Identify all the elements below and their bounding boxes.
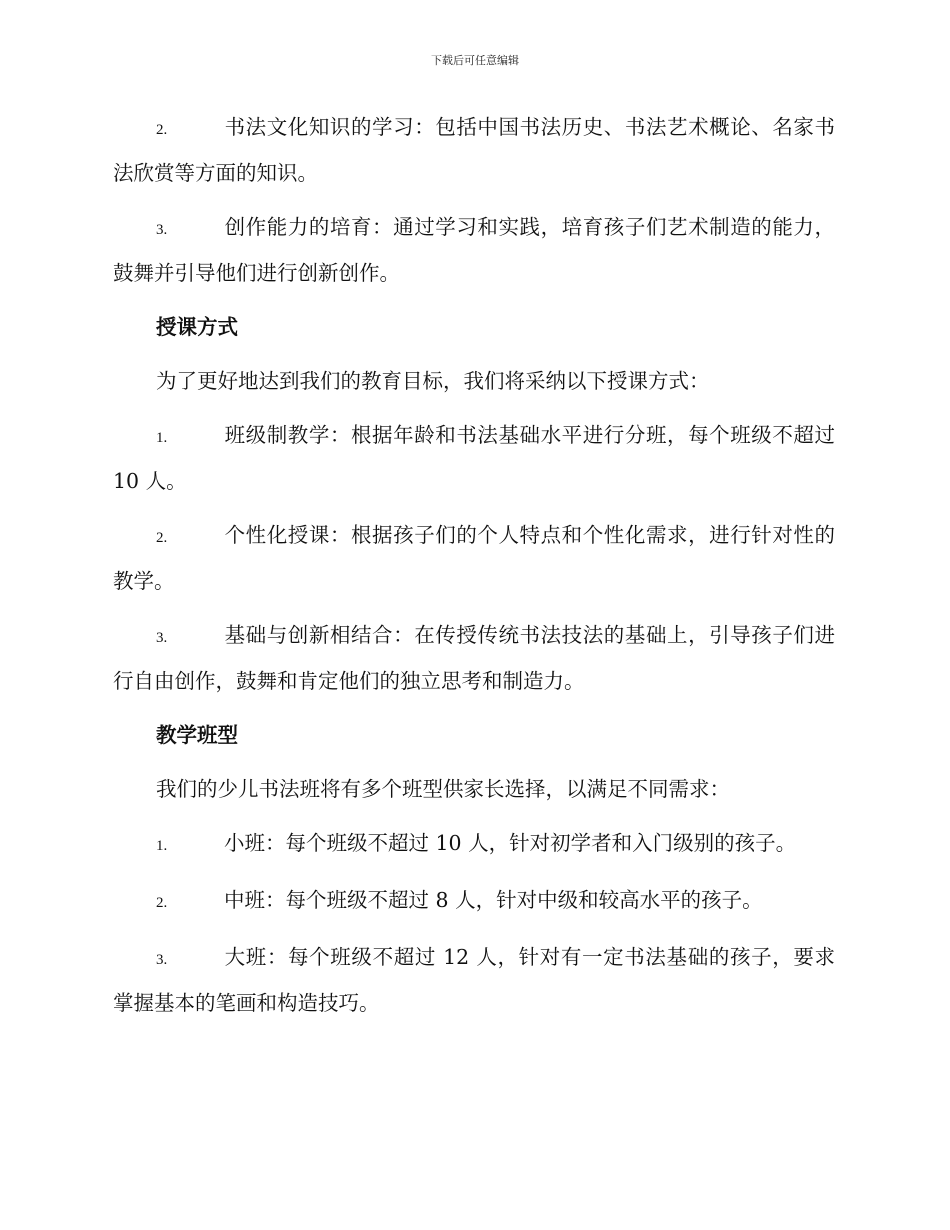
list-text: 班级制教学：根据年龄和书法基础水平进行分班，每个班级不超过 10 人。: [113, 423, 835, 493]
list-number: 2.: [156, 530, 168, 546]
page-header: 下载后可任意编辑: [431, 54, 519, 67]
section-heading-teaching-methods: 授课方式: [156, 315, 238, 339]
list-number: 2.: [156, 895, 168, 911]
list-text: 创作能力的培育：通过学习和实践，培育孩子们艺术制造的能力，鼓舞并引导他们进行创新创作。: [113, 215, 835, 285]
section-heading-class-types: 教学班型: [156, 723, 238, 747]
list-text: 大班：每个班级不超过 12 人，针对有一定书法基础的孩子，要求掌握基本的笔画和构造技巧。: [113, 945, 835, 1015]
list-number: 1.: [156, 838, 168, 854]
document-body: [113, 106, 835, 1036]
list-number: 1.: [156, 430, 168, 446]
list-text: 中班：每个班级不超过 8 人，针对中级和较高水平的孩子。: [224, 888, 763, 912]
list-item: [113, 514, 835, 603]
section-intro: 我们的少儿书法班将有多个班型供家长选择，以满足不同需求：: [156, 777, 730, 801]
section-intro: 为了更好地达到我们的教育目标，我们将采纳以下授课方式：: [156, 369, 710, 393]
list-text: 书法文化知识的学习：包括中国书法历史、书法艺术概论、名家书法欣赏等方面的知识。: [113, 115, 835, 185]
list-item: [113, 879, 835, 925]
list-item: [113, 936, 835, 1025]
list-item: [113, 614, 835, 703]
list-text: 小班：每个班级不超过 10 人，针对初学者和入门级别的孩子。: [224, 831, 797, 855]
list-text: 基础与创新相结合：在传授传统书法技法的基础上，引导孩子们进行自由创作，鼓舞和肯定他们的独立思考和制造力。: [113, 623, 835, 693]
list-text: 个性化授课：根据孩子们的个人特点和个性化需求，进行针对性的教学。: [113, 523, 835, 593]
list-number: 3.: [156, 630, 168, 646]
list-number: 2.: [156, 122, 168, 138]
list-number: 3.: [156, 222, 168, 238]
list-item: [113, 414, 835, 503]
list-item: [113, 206, 835, 295]
list-number: 3.: [156, 952, 168, 968]
list-item: [113, 822, 835, 868]
list-item: [113, 106, 835, 195]
